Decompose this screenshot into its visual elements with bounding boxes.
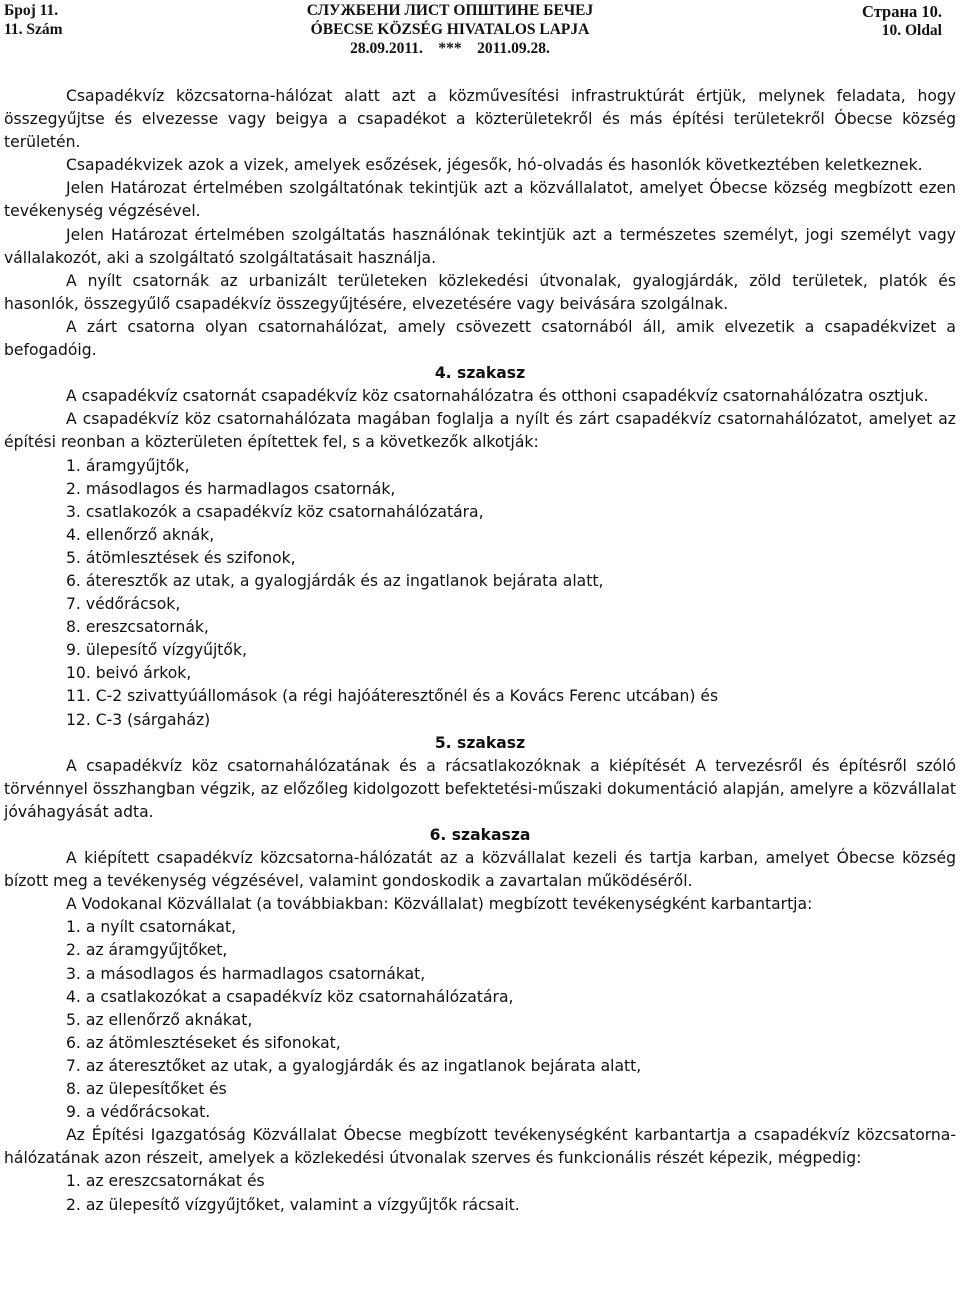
list-item: 7. az áteresztőket az utak, a gyalogjárdák és az ingatlanok bejárata alatt,: [66, 1056, 642, 1075]
list-item: 2. másodlagos és harmadlagos csatornák,: [66, 479, 396, 498]
header-title-hu: ÓBECSE KÖZSÉG HIVATALOS LAPJA: [310, 21, 590, 38]
header-issue-sr: Број 11.: [4, 2, 59, 19]
paragraph: Csapadékvíz közcsatorna-hálózat alatt azt a közművesítési infrastruktúrát értjük, melynek feladata, hogy összegyűjtse és elvezesse vagy beigya a csapadékot a közterületekről és más építési területekről Óbecse község területén.: [4, 87, 956, 152]
section-heading-5: 5. szakasz: [434, 733, 526, 752]
paragraph: A Vodokanal Közvállalat (a továbbiakban: Közvállalat) megbízott tevékenységként karbantartja:: [66, 895, 813, 914]
list-item: 3. csatlakozók a csapadékvíz köz csatornahálózatára,: [66, 502, 484, 521]
paragraph: A csapadékvíz köz csatornahálózata magában foglalja a nyílt és zárt csapadékvíz csatornahálózatot, amelyet az építési reonban a közterületen építettek fel, s a következők alkotják:: [4, 410, 956, 452]
list-item: 1. az ereszcsatornákat és: [66, 1172, 265, 1191]
list-item: 11. C-2 szivattyúállomások (a régi hajóáteresztőnél és a Kovács Ferenc utcában) és: [66, 687, 719, 706]
paragraph: Csapadékvizek azok a vizek, amelyek esőzések, jégesők, hó-olvadás és hasonlók következtében keletkeznek.: [66, 156, 923, 175]
list-item: 2. az áramgyűjtőket,: [66, 941, 228, 960]
list-item: 5. átömlesztések és szifonok,: [66, 548, 296, 567]
list-item: 8. ereszcsatornák,: [66, 618, 209, 637]
list-item: 6. áteresztők az utak, a gyalogjárdák és az ingatlanok bejárata alatt,: [66, 571, 604, 590]
paragraph: Jelen Határozat értelmében szolgáltatás használónak tekintjük azt a természetes személyt, jogi személyt vagy vállalakozót, aki a szolgáltató szolgáltatásait használja.: [4, 225, 956, 267]
header-title-sr: СЛУЖБЕНИ ЛИСТ ОПШТИНЕ БЕЧЕЈ: [306, 2, 594, 19]
header-date: 28.09.2011. *** 2011.09.28.: [350, 40, 550, 57]
section6-list-2: [4, 1170, 956, 1216]
paragraph: Az Építési Igazgatóság Közvállalat Óbecse megbízott tevékenységként karbantartja a csapadékvíz közcsatorna-hálózatának azon részeit, amelyek a közlekedési útvonalak szerves és funkcionális részét képezik, mégpedig:: [4, 1126, 956, 1168]
list-item: 5. az ellenőrző aknákat,: [66, 1010, 253, 1029]
header-page-sr: Страна 10.: [862, 2, 942, 21]
section-heading-6: 6. szakasza: [429, 826, 531, 844]
list-item: 9. a védőrácsokat.: [66, 1103, 211, 1122]
paragraph: A nyílt csatornák az urbanizált területeken közlekedési útvonalak, gyalogjárdák, zöld területek, platók és hasonlók, összegyűlő csapadékvíz összegyűjtésére, elvezetésére vagy beivására szolgálnak.: [4, 271, 956, 313]
paragraph: A csapadékvíz csatornát csapadékvíz köz csatornahálózatra és otthoni csapadékvíz csatornahálózatra osztjuk.: [66, 387, 929, 406]
paragraph: A csapadékvíz köz csatornahálózatának és a rácsatlakozóknak a kiépítését A tervezésről és építésről szóló törvénnyel összhangban végzik, az előzőleg kidolgozott befektetési-műszaki dokumentáció alapján, amelyre a közvállalat jóváhagyását adta.: [4, 756, 956, 821]
list-item: 6. az átömlesztéseket és sifonokat,: [66, 1033, 341, 1052]
list-item: 8. az ülepesítőket és: [66, 1080, 227, 1099]
list-item: 9. ülepesítő vízgyűjtők,: [66, 641, 247, 660]
list-item: 12. C-3 (sárgaház): [66, 710, 211, 729]
paragraph: Jelen Határozat értelmében szolgáltatónak tekintjük azt a közvállalatot, amelyet Óbecse község megbízott ezen tevékenység végzésével.: [4, 179, 956, 221]
paragraph: A kiépített csapadékvíz közcsatorna-hálózatát az a közvállalat kezeli és tartja karban, amelyet Óbecse község bízott meg a tevékenység végzésével, valamint gondoskodik a zavartalan működéséről.: [4, 849, 956, 891]
paragraph: A zárt csatorna olyan csatornahálózat, amely csövezett csatornából áll, amik elvezetik a csapadékvizet a befogadóig.: [4, 317, 956, 360]
section-heading-4: 4. szakasz: [434, 364, 526, 383]
list-item: 4. ellenőrző aknák,: [66, 525, 215, 544]
document-body: [4, 85, 956, 1217]
header-page-number: [862, 2, 942, 40]
list-item: 10. beivó árkok,: [66, 664, 192, 683]
header-gazette-title: [250, 1, 650, 58]
header-issue-number: [4, 1, 63, 39]
list-item: 7. védőrácsok,: [66, 595, 181, 614]
section6-list: [4, 916, 956, 1124]
section4-list: [4, 455, 956, 732]
list-item: 2. az ülepesítő vízgyűjtőket, valamint a vízgyűjtők rácsait.: [66, 1195, 520, 1214]
list-item: 1. a nyílt csatornákat,: [66, 918, 237, 937]
header-page-hu: 10. Oldal: [881, 22, 942, 39]
list-item: 4. a csatlakozókat a csapadékvíz köz csatornahálózatára,: [66, 987, 514, 1006]
list-item: 1. áramgyűjtők,: [66, 456, 190, 475]
header-issue-hu: 11. Szám: [4, 21, 63, 38]
list-item: 3. a másodlagos és harmadlagos csatornákat,: [66, 964, 426, 983]
page-header: [0, 0, 960, 56]
